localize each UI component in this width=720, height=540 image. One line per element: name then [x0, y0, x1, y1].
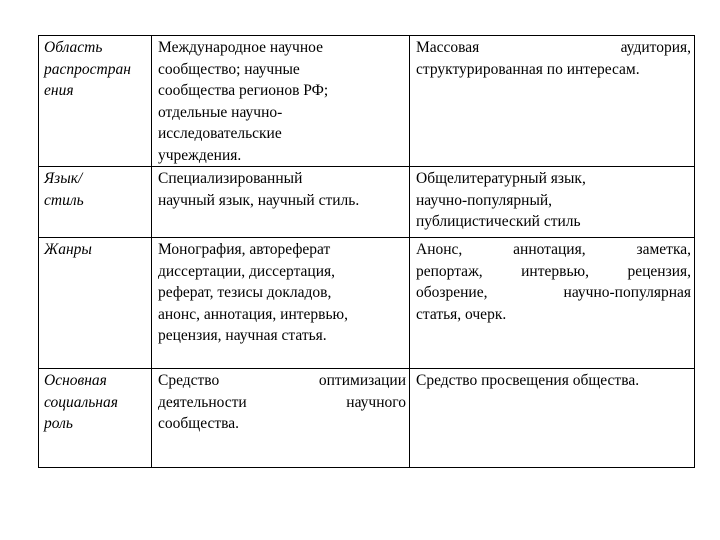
cell-scientific-role	[152, 369, 410, 468]
cell-line: научный язык, научный стиль.	[158, 191, 360, 209]
cell-line: Средство просвещения общества.	[416, 372, 640, 389]
label-line: Жанры	[44, 241, 92, 258]
cell-line: учреждения.	[158, 146, 242, 164]
cell-line: Монография, автореферат	[158, 241, 331, 258]
cell-popular-style	[410, 167, 695, 238]
label-line: ения	[44, 82, 74, 99]
label-line: социальная	[44, 393, 118, 411]
cell-line: исследовательские	[158, 125, 282, 142]
table-row	[39, 167, 695, 238]
cell-line: сообщество; научные	[158, 60, 300, 78]
cell-line: Анонс, аннотация, заметка,	[416, 241, 691, 258]
cell-scientific-style	[152, 167, 410, 238]
label-line: Область	[44, 39, 103, 56]
cell-line: сообщества регионов РФ;	[158, 82, 329, 99]
row-label-area	[39, 36, 152, 167]
cell-line: обозрение, научно-популярная	[416, 284, 691, 301]
cell-popular-role	[410, 369, 695, 468]
label-line: распростран	[44, 60, 131, 78]
label-line: Язык/	[44, 170, 83, 187]
row-label-style	[39, 167, 152, 238]
cell-line: деятельности научного	[158, 393, 406, 411]
cell-line: Международное научное	[158, 39, 323, 56]
cell-line: Специализированный	[158, 170, 303, 187]
cell-line: структурированная по интересам.	[416, 60, 640, 78]
cell-line: рецензия, научная статья.	[158, 327, 327, 344]
cell-line: репортаж, интервью, рецензия,	[416, 262, 691, 280]
cell-line: публицистический стиль	[416, 213, 581, 230]
cell-line: Массовая аудитория,	[416, 39, 691, 56]
row-label-role	[39, 369, 152, 468]
comparison-table	[38, 35, 695, 468]
label-line: Основная	[44, 372, 107, 389]
table-row	[39, 369, 695, 468]
label-line: роль	[44, 415, 73, 432]
label-line: стиль	[44, 191, 84, 209]
table-row	[39, 36, 695, 167]
cell-line: статья, очерк.	[416, 305, 507, 323]
cell-line: реферат, тезисы докладов,	[158, 284, 332, 301]
cell-line: научно-популярный,	[416, 191, 553, 209]
cell-line: диссертации, диссертация,	[158, 262, 336, 280]
row-label-genres	[39, 238, 152, 369]
cell-line: анонс, аннотация, интервью,	[158, 305, 349, 323]
cell-line: сообщества.	[158, 415, 239, 432]
cell-popular-genres	[410, 238, 695, 369]
table-row	[39, 238, 695, 369]
cell-popular-area	[410, 36, 695, 167]
cell-scientific-genres	[152, 238, 410, 369]
cell-scientific-area	[152, 36, 410, 167]
cell-line: отдельные научно-	[158, 103, 283, 121]
cell-line: Средство оптимизации	[158, 372, 406, 389]
cell-line: Общелитературный язык,	[416, 170, 586, 187]
